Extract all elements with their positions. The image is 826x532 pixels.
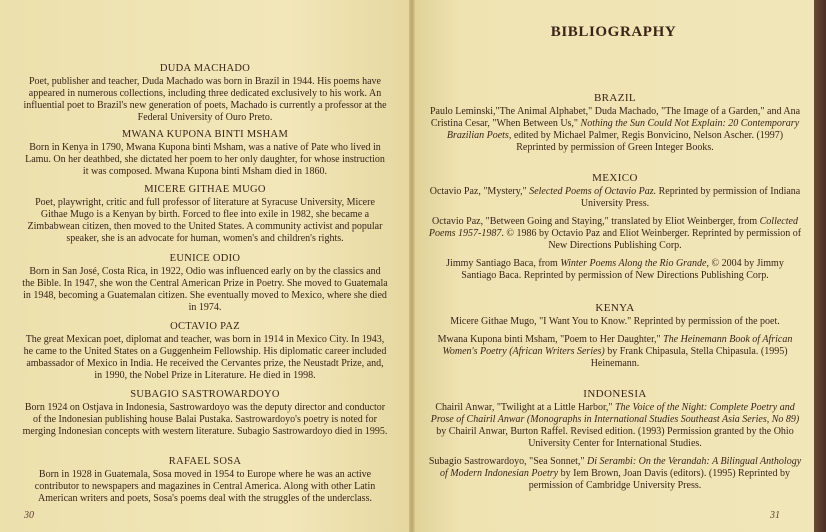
bio-entry — [22, 321, 388, 382]
bio-entry — [22, 129, 388, 178]
bio-name: EUNICE ODIO — [169, 253, 241, 264]
section-indonesia — [428, 388, 802, 498]
bio-text: Born in San José, Costa Rica, in 1922, Odio was influenced early on by the classics and the Bible. In 1947, she won the Central American Prize in Poetry. She moved to Guatemala in 1948, becoming a Guatemalan citizen. She eventually moved to Mexico, where she died in 1974. — [22, 266, 388, 313]
book-gutter — [409, 0, 415, 532]
bio-text: The great Mexican poet, diplomat and teacher, was born in 1914 in Mexico City. In 1943, he came to the United States on a Guggenheim Fellowship. His diplomatic career included ambassador of Mexico in India. He received the Cervantes prize, the Neustadt Prize, and, in 1990, the Nobel Prize in Literature. He died in 1998. — [23, 334, 387, 381]
section-mexico — [428, 172, 802, 288]
citation: Mwana Kupona binti Msham, "Poem to Her Daughter," The Heinemann Book of African Women's Poetry (African Writers Series) by Frank Chipasula, Stella Chipasula. (1995) Heinemann. — [437, 334, 793, 369]
section-heading: KENYA — [595, 302, 635, 314]
bio-entry — [22, 184, 388, 245]
section-heading: INDONESIA — [583, 388, 647, 400]
bio-text: Poet, playwright, critic and full professor of literature at Syracuse University, Micere Githae Mugo is a Kenyan by birth. Forced to flee into exile in 1982, she became a Zimbabwean citizen, then moved to the United States. A community activist and popular speaker, she is an advocate for human, women's and children's rights. — [27, 197, 383, 244]
bio-entry — [22, 389, 388, 438]
bio-name: SUBAGIO SASTROWARDOYO — [130, 389, 280, 400]
section-heading: BRAZIL — [593, 92, 637, 104]
bio-entry — [22, 456, 388, 505]
bio-name: MWANA KUPONA BINTI MSHAM — [121, 129, 289, 140]
citation: Paulo Leminski,"The Animal Alphabet," Duda Machado, "The Image of a Garden," and Ana Cristina Cesar, "When Between Us," Nothing the Sun Could Not Explain: 20 Contemporary Brazilian Poets, edited by Michael Palmer, Regis Bonvicino, Nelson Ascher. (1997) Reprinted by permission of Green Integer Books. — [429, 106, 801, 153]
citation: Micere Githae Mugo, "I Want You to Know." Reprinted by permission of the poet. — [450, 316, 780, 327]
page-number-right: 31 — [770, 510, 780, 521]
bio-name: OCTAVIO PAZ — [170, 321, 240, 332]
citation: Subagio Sastrowardoyo, "Sea Sonnet," Di Serambi: On the Verandah: A Bilingual Anthology of Modern Indonesian Poetry by Iem Brown, Joan Davis (editors). (1995) Reprinted by permission of Cambridge University Press. — [428, 456, 802, 491]
bio-entry — [22, 63, 388, 124]
section-kenya — [428, 302, 802, 376]
bio-text: Born in Kenya in 1790, Mwana Kupona binti Msham, was a native of Pate who lived in Lamu. On her deathbed, she dictated her poem to her only daughter, for whose instruction it was composed. Mwana Kupona binti Msham died in 1860. — [25, 142, 385, 177]
bio-text: Born 1924 on Ostjava in Indonesia, Sastrowardoyo was the deputy director and conductor of the Indonesian publishing house Balai Pustaka. Sastrowardoyo's poetry is noted for merging Indonesian concepts with western literature. Subagio Sastrowardoyo died in 1995. — [22, 402, 388, 437]
page-title: BIBLIOGRAPHY — [550, 24, 677, 40]
bio-text: Poet, publisher and teacher, Duda Machado was born in Brazil in 1944. His poems have appeared in numerous collections, including three dedicated exclusively to his work. An influential poet to Brazil's new generation of poets, Machado is currently a professor at the Federal University of Ouro Preto. — [23, 76, 387, 123]
bio-name: RAFAEL SOSA — [168, 456, 242, 467]
section-heading: MEXICO — [592, 172, 638, 184]
book-edge — [814, 0, 826, 532]
bio-entry — [22, 253, 388, 314]
section-brazil — [428, 92, 802, 160]
citation: Chairil Anwar, "Twilight at a Little Harbor," The Voice of the Night: Complete Poetry and Prose of Chairil Anwar (Monographs in International Studies Southeast Asia Series, No 89) by Chairil Anwar, Burton Raffel. Revised edition. (1993) Permission granted by the Ohio University Center for International Studies. — [430, 402, 800, 449]
citation: Octavio Paz, "Mystery," Selected Poems of Octavio Paz. Reprinted by permission of Indiana University Press. — [429, 186, 801, 209]
bio-text: Born in 1928 in Guatemala, Sosa moved in 1954 to Europe where he was an active contributor to newspapers and magazines in Central America. Along with other Latin American writers and poets, Sosa's poems deal with the struggles of the underclass. — [34, 469, 376, 504]
bio-name: MICERE GITHAE MUGO — [144, 184, 266, 195]
page-number-left: 30 — [24, 510, 34, 521]
bio-name: DUDA MACHADO — [159, 63, 251, 74]
citation: Octavio Paz, "Between Going and Staying," translated by Eliot Weinberger, from Collected Poems 1957-1987. © 1986 by Octavio Paz and Eliot Weinberger. Reprinted by permission of New Directions Publishing Corp. — [428, 216, 802, 251]
citation: Jimmy Santiago Baca, from Winter Poems Along the Rio Grande, © 2004 by Jimmy Santiago Baca. Reprinted by permission of New Directions Publishing Corp. — [446, 258, 784, 281]
